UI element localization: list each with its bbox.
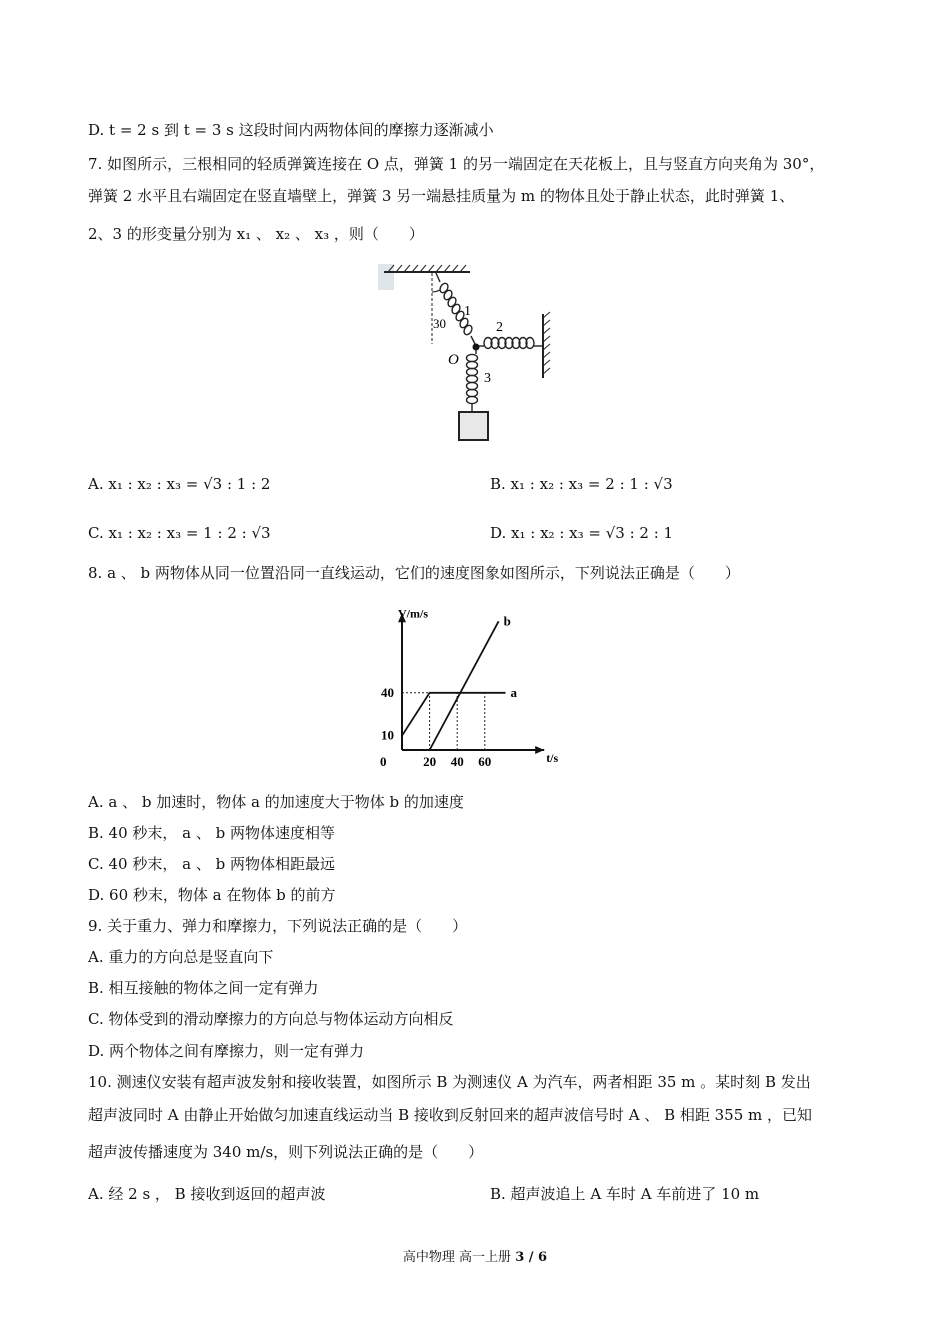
series-a-label: a <box>510 684 517 700</box>
q8-stem: 8. a 、 b 两物体从同一位置沿同一直线运动，它们的速度图象如图所示，下列说法正确是（ ） <box>88 564 740 582</box>
q9-option-d: D. 两个物体之间有摩擦力，则一定有弹力 <box>88 1042 365 1060</box>
footer-page-number: 3 / 6 <box>515 1250 548 1265</box>
q10-stem-line1: 10. 测速仪安装有超声波发射和接收装置，如图所示 B 为测速仪 A 为汽车，两者相距 35 m 。某时刻 B 发出 <box>88 1073 811 1091</box>
series-b-label: b <box>503 613 511 629</box>
series-a-line <box>402 693 506 736</box>
q9-option-c: C. 物体受到的滑动摩擦力的方向总与物体运动方向相反 <box>88 1010 454 1028</box>
mass-block <box>459 412 488 440</box>
q10-option-b: B. 超声波追上 A 车时 A 车前进了 10 m <box>490 1185 760 1203</box>
angle-arc <box>432 290 440 292</box>
q8-option-a: A. a 、 b 加速时，物体 a 的加速度大于物体 b 的加速度 <box>88 793 464 811</box>
velocity-time-chart <box>362 600 572 776</box>
chart-guide-lines <box>402 693 485 750</box>
q8-option-d: D. 60 秒末，物体 a 在物体 b 的前方 <box>88 886 336 904</box>
chart-series <box>402 621 506 750</box>
spring-3-label: 3 <box>484 371 491 386</box>
q9-option-b: B. 相互接触的物体之间一定有弹力 <box>88 979 319 997</box>
q7-option-b: B. x₁ : x₂ : x₃ = 2 : 1 : √3 <box>490 475 673 493</box>
footer-subject: 高中物理 高一上册 <box>402 1250 512 1265</box>
chart-labels <box>380 606 559 769</box>
series-b-line <box>430 621 499 750</box>
spring-2 <box>476 338 542 349</box>
spring-1-label: 1 <box>464 304 471 319</box>
q10-stem-line2: 超声波同时 A 由静止开始做匀加速直线运动当 B 接收到反射回来的超声波信号时 A 、 B 相距 355 m ，已知 <box>88 1106 813 1124</box>
spring-diagram <box>378 262 553 444</box>
x-tick-label: 40 <box>450 754 464 769</box>
x-tick-label: 60 <box>478 754 492 769</box>
angle-label: 30 <box>433 316 446 331</box>
q7-option-a: A. x₁ : x₂ : x₃ = √3 : 1 : 2 <box>88 475 271 493</box>
origin-label: 0 <box>380 754 387 769</box>
spring-3 <box>467 347 478 412</box>
q10-option-a: A. 经 2 s ， B 接收到返回的超声波 <box>88 1185 326 1203</box>
q9-option-a: A. 重力的方向总是竖直向下 <box>88 948 274 966</box>
q10-stem-line3: 超声波传播速度为 340 m/s，则下列说法正确的是（ ） <box>88 1143 484 1161</box>
y-tick-label: 40 <box>381 684 394 700</box>
spring-2-label: 2 <box>496 320 503 335</box>
ceiling-hatch <box>388 265 466 272</box>
x-tick-label: 20 <box>423 754 437 769</box>
q8-option-c: C. 40 秒末， a 、 b 两物体相距最远 <box>88 855 335 873</box>
q9-stem: 9. 关于重力、弹力和摩擦力，下列说法正确的是（ ） <box>88 917 468 935</box>
x-axis-arrow <box>535 746 544 754</box>
q6-option-d: D. t = 2 s 到 t = 3 s 这段时间内两物体间的摩擦力逐渐减小 <box>88 121 494 139</box>
q7-stem-line3: 2、3 的形变量分别为 x₁ 、 x₂ 、 x₃ ，则（ ） <box>88 225 424 243</box>
wall-hatch <box>543 312 550 374</box>
chart-axes <box>398 613 544 754</box>
x-axis-label: t/s <box>546 751 559 765</box>
q7-stem-line1: 7. 如图所示，三根相同的轻质弹簧连接在 O 点，弹簧 1 的另一端固定在天花板上，且与竖直方向夹角为 30°， <box>88 155 825 173</box>
page-footer <box>0 1246 950 1265</box>
q7-stem-line2: 弹簧 2 水平且右端固定在竖直墙壁上，弹簧 3 另一端悬挂质量为 m 的物体且处于静止状态，此时弹簧 1、 <box>88 187 795 205</box>
y-tick-label: 10 <box>381 727 394 743</box>
y-axis-label: V/m/s <box>398 606 428 621</box>
node-o-label: O <box>448 352 459 368</box>
q8-option-b: B. 40 秒末， a 、 b 两物体速度相等 <box>88 824 336 842</box>
q7-option-c: C. x₁ : x₂ : x₃ = 1 : 2 : √3 <box>88 524 271 542</box>
q7-option-d: D. x₁ : x₂ : x₃ = √3 : 2 : 1 <box>490 524 674 542</box>
